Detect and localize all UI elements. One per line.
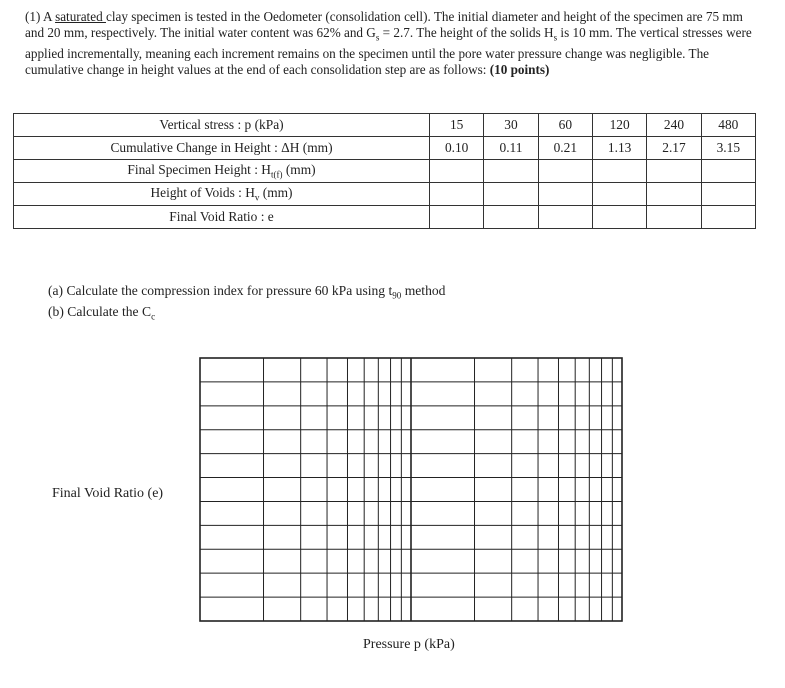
table-cell-blank[interactable]	[484, 183, 538, 206]
table-cell-blank[interactable]	[701, 160, 755, 183]
table-cell: 240	[647, 114, 701, 137]
table-cell: 60	[538, 114, 592, 137]
table-cell-blank[interactable]	[647, 183, 701, 206]
table-cell: 0.21	[538, 137, 592, 160]
emphasis-saturated: saturated	[55, 9, 106, 24]
table-cell-blank[interactable]	[592, 160, 646, 183]
table-cell: 30	[484, 114, 538, 137]
table-cell-blank[interactable]	[538, 206, 592, 229]
row-label: Final Void Ratio : e	[14, 206, 430, 229]
table-cell: 2.17	[647, 137, 701, 160]
table-row	[14, 160, 756, 183]
table-cell: 0.11	[484, 137, 538, 160]
table-cell-blank[interactable]	[538, 183, 592, 206]
question-b: (b) Calculate the $C_c$	[48, 303, 156, 322]
table-cell: 3.15	[701, 137, 755, 160]
table-cell-blank[interactable]	[592, 206, 646, 229]
x-axis-label: Pressure p (kPa)	[363, 637, 455, 652]
table-cell-blank[interactable]	[701, 206, 755, 229]
table-cell-blank[interactable]	[484, 160, 538, 183]
table-cell-blank[interactable]	[430, 183, 484, 206]
table-cell-blank[interactable]	[430, 160, 484, 183]
row-label: Height of Voids : $H_v$ (mm)	[14, 183, 430, 206]
table-cell-blank[interactable]	[430, 206, 484, 229]
consolidation-data-table	[13, 113, 756, 229]
row-label: Final Specimen Height : $H_{t(f)}$ (mm)	[14, 160, 430, 183]
table-cell: 0.10	[430, 137, 484, 160]
table-cell-blank[interactable]	[701, 183, 755, 206]
table-cell-blank[interactable]	[592, 183, 646, 206]
points-label: (10 points)	[489, 61, 550, 77]
problem-statement: (1) A saturated clay specimen is tested in the Oedometer (consolidation cell). The initial diameter and height of the specimen are 75 mm and 20 mm, respectively. The initial water content was 62% and $G_s = 2.7$. The height of the solids $H_s$ is 10 mm. The vertical stresses were applied incrementally, meaning each increment remains on the specimen until the pore water pressure change was negligible. The cumulative change in height values at the end of each consolidation step are as follows: (10 points)	[25, 9, 752, 77]
table-cell: 15	[430, 114, 484, 137]
table-cell-blank[interactable]	[647, 160, 701, 183]
questions	[48, 283, 445, 324]
table-row	[14, 137, 756, 160]
table-cell-blank[interactable]	[647, 206, 701, 229]
table-cell: 1.13	[592, 137, 646, 160]
semi-log-graph-paper	[195, 355, 627, 627]
table-row	[14, 206, 756, 229]
table-row	[14, 114, 756, 137]
row-label: Vertical stress : p (kPa)	[14, 114, 430, 137]
y-axis-label: Final Void Ratio (e)	[52, 486, 164, 501]
table-cell-blank[interactable]	[484, 206, 538, 229]
table-cell: 480	[701, 114, 755, 137]
row-label: Cumulative Change in Height : ΔH (mm)	[14, 137, 430, 160]
question-a: (a) Calculate the compression index for pressure 60 kPa using $t_{90}$ method	[48, 283, 446, 301]
table-cell-blank[interactable]	[538, 160, 592, 183]
table-cell: 120	[592, 114, 646, 137]
table-row	[14, 183, 756, 206]
